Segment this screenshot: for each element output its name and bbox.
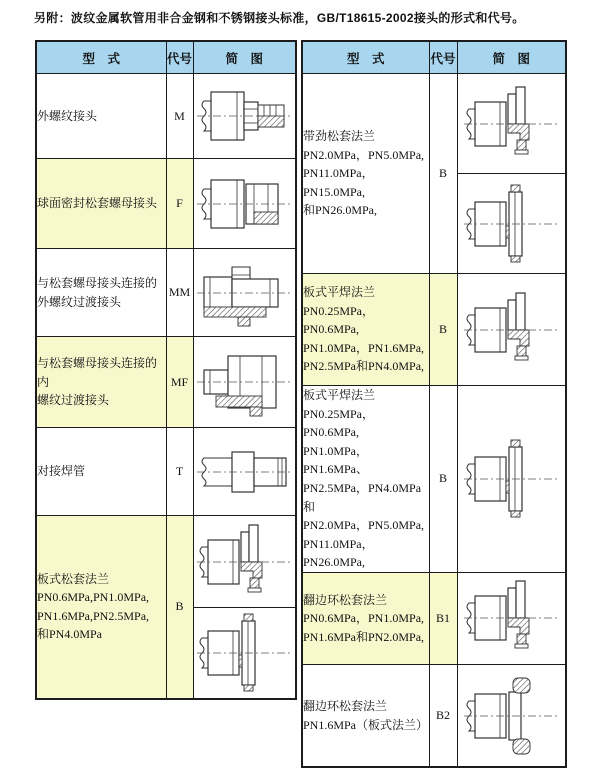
fitting-type-line: PN2.5MPa和PN4.0MPa, [303,359,425,374]
fitting-type-cell [302,386,429,573]
loose-flange-diagram [463,290,559,370]
fitting-type-cell [302,74,429,274]
fitting-code-cell: T [166,428,193,516]
table-row-left-4 [36,337,296,428]
diagram-cell [193,516,296,608]
fitting-code-cell: B2 [429,664,457,767]
fitting-type-line: 翻边环松套法兰 [303,592,388,607]
doc-title: 另附：波纹金属软管用非合金钢和不锈钢接头标准，GB/T18615-2002接头的形式和代号。 [34,11,525,25]
fitting-type-line: 和PN4.0MPa [37,627,103,642]
table-row-right-5 [302,664,566,767]
fitting-code-cell: MF [166,337,193,428]
fitting-type-cell [36,249,166,337]
col-header-diagram-left: 简 图 [193,41,296,74]
col-header-code-right: 代号 [429,41,457,74]
loose-flange-full-diagram [196,613,292,693]
diagram-cell [193,159,296,249]
table-row-left-6 [36,516,296,608]
table-row-right-4 [302,572,566,664]
fitting-type-line: 对接焊管 [37,464,86,479]
fitting-type-line: PN0.6MPa,PN1.0MPa, [37,590,150,605]
fitting-type-line: PN1.6MPa（板式法兰） [303,717,429,732]
fitting-code-cell: B [429,74,457,274]
fitting-type-line: PN1.0MPa，PN1.6MPa、 [303,443,369,477]
fitting-type-line: 螺纹过渡接头 [37,393,110,408]
fitting-table-right [301,40,567,768]
fitting-type-line: PN0.6MPa，PN1.0MPa, [303,611,425,626]
loose-flange-diagram [463,578,559,658]
fitting-code-cell: B1 [429,572,457,664]
diagram-cell [457,386,566,573]
fitting-type-line: PN11.0MPa，PN26.0MPa, [303,536,374,570]
diagram-cell [457,572,566,664]
col-header-diagram-right: 简 图 [457,41,566,74]
fitting-type-line: 带劲松套法兰 [303,129,376,144]
fitting-type-cell [36,159,166,249]
flared-ring-flange-diagram [463,676,559,756]
fitting-type-line: PN1.0MPa，PN1.6MPa, [303,340,425,355]
fitting-table-left [35,40,297,700]
fitting-code-cell: B [429,274,457,386]
table-row-right-1 [302,74,566,174]
male-threaded-fitting-diagram [196,76,292,156]
fitting-code-cell: F [166,159,193,249]
diagram-cell [457,74,566,174]
fitting-type-line: PN0.25MPa，PN0.6MPa, [303,406,375,440]
fitting-type-line: 板式平焊法兰 [303,388,376,402]
diagram-cell [193,608,296,699]
fitting-type-line: PN2.5MPa，PN4.0MPa和 [303,480,422,514]
fitting-type-line: PN0.25MPa，PN0.6MPa, [303,303,375,337]
fitting-code-cell: B [429,386,457,573]
fitting-type-line: 与松套螺母接头连接的 [37,275,158,290]
fitting-type-line: 与松套螺母接头连接的内 [37,356,158,389]
fitting-code-cell: M [166,74,193,159]
fitting-type-line: PN1.6MPa,PN2.5MPa, [37,608,150,623]
diagram-cell [193,249,296,337]
male-female-adapter-diagram [196,342,292,422]
fitting-type-line: 板式松套法兰 [37,571,110,586]
butt-weld-pipe-diagram [196,432,292,512]
diagram-cell [457,664,566,767]
fitting-type-cell [302,664,429,767]
diagram-cell [457,174,566,274]
table-row-left-5 [36,428,296,516]
header-row-right [302,41,566,74]
loose-flange-diagram [196,522,292,602]
fitting-type-line: PN2.0MPa，PN5.0MPa, [303,518,425,533]
fitting-type-cell [36,428,166,516]
table-row-right-2 [302,274,566,386]
fitting-type-line: PN2.0MPa，PN5.0MPa, [303,147,425,162]
col-header-type-right: 型 式 [302,41,429,74]
fitting-type-line: 板式平焊法兰 [303,285,376,300]
table-row-left-2 [36,159,296,249]
fitting-type-cell [36,337,166,428]
fitting-type-line: 外螺纹接头 [37,108,98,123]
fitting-type-cell [36,516,166,699]
table-row-left-1 [36,74,296,159]
header-row-left [36,41,296,74]
male-male-adapter-diagram [196,253,292,333]
spherical-seal-nut-fitting-diagram [196,164,292,244]
fitting-type-cell [302,274,429,386]
col-header-type-left: 型 式 [36,41,166,74]
loose-flange-full-diagram [463,439,559,519]
col-header-code-left: 代号 [166,41,193,74]
loose-flange-full-diagram [463,184,559,264]
fitting-type-cell [36,74,166,159]
diagram-cell [457,274,566,386]
diagram-cell [193,337,296,428]
fitting-type-line: 翻边环松套法兰 [303,699,388,714]
fitting-type-line: 外螺纹过渡接头 [37,294,122,309]
fitting-code-cell: MM [166,249,193,337]
diagram-cell [193,428,296,516]
fitting-type-line: PN1.6MPa和PN2.0MPa, [303,629,425,644]
diagram-cell [193,74,296,159]
loose-flange-diagram [463,84,559,164]
fitting-type-line: 球面密封松套螺母接头 [37,196,158,211]
table-row-left-3 [36,249,296,337]
fitting-type-line: PN11.0MPa，PN15.0MPa, [303,166,374,199]
table-row-right-3 [302,386,566,573]
fitting-type-line: 和PN26.0MPa, [303,203,378,218]
fitting-type-cell [302,572,429,664]
fitting-code-cell: B [166,516,193,699]
